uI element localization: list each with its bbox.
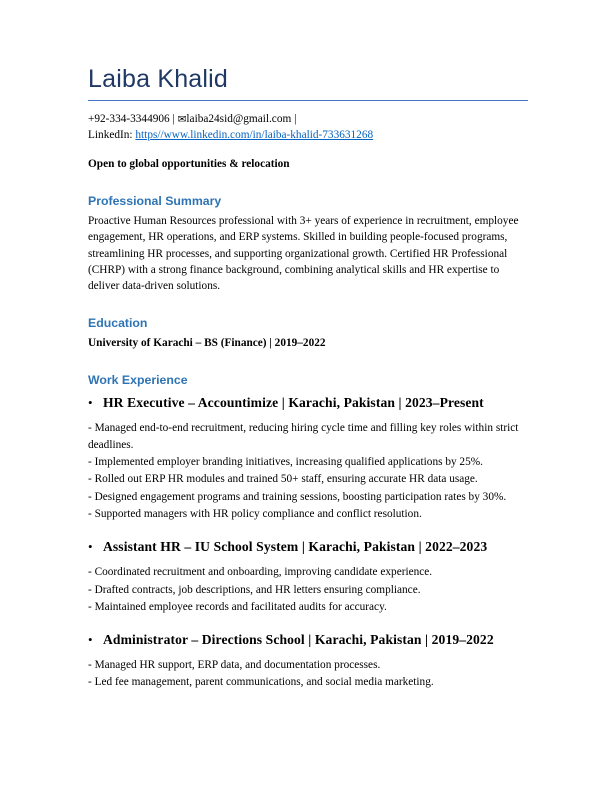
resume-header — [88, 64, 528, 172]
phone-number: +92-334-3344906 — [88, 113, 170, 125]
envelope-icon: ✉ — [177, 114, 187, 126]
responsibility-item: - Drafted contracts, job descriptions, and HR letters ensuring compliance. — [88, 583, 421, 596]
section-title-summary: Professional Summary — [88, 194, 222, 208]
header-divider — [88, 100, 528, 101]
job-title-row — [88, 629, 528, 651]
job-entry — [88, 536, 528, 615]
section-title-education: Education — [88, 316, 148, 331]
responsibility-item: - Implemented employer branding initiatives, increasing qualified applications by 25%. — [88, 456, 483, 469]
job-responsibilities — [88, 564, 528, 615]
job-title-row — [88, 536, 528, 558]
linkedin-label: LinkedIn: — [88, 129, 133, 141]
availability-tagline: Open to global opportunities & relocation — [88, 157, 290, 170]
job-title-row — [88, 392, 528, 414]
contact-separator-2: | — [294, 113, 297, 125]
job-title: Administrator – Directions School | Karachi, Pakistan | 2019–2022 — [103, 632, 494, 648]
responsibility-item: - Led fee management, parent communications, and social media marketing. — [88, 676, 434, 689]
bullet-icon: • — [88, 395, 93, 411]
job-responsibilities — [88, 657, 528, 691]
contact-separator-1: | — [172, 113, 175, 125]
job-responsibilities — [88, 420, 528, 522]
linkedin-link[interactable]: https//www.linkedin.com/in/laiba-khalid-733631268 — [135, 129, 374, 141]
bullet-icon: • — [88, 539, 93, 555]
section-education — [88, 315, 528, 351]
job-title: HR Executive – Accountimize | Karachi, Pakistan | 2023–Present — [103, 395, 484, 411]
education-entry: University of Karachi – BS (Finance) | 2019–2022 — [88, 337, 326, 350]
contact-line-primary — [88, 112, 528, 128]
responsibility-item: - Supported managers with HR policy compliance and conflict resolution. — [88, 507, 422, 520]
job-entry — [88, 392, 528, 522]
responsibility-item: - Coordinated recruitment and onboarding, improving candidate experience. — [88, 566, 433, 579]
responsibility-item: - Rolled out ERP HR modules and trained 50+ staff, ensuring accurate HR data usage. — [88, 473, 478, 486]
responsibility-item: - Maintained employee records and facilitated audits for accuracy. — [88, 600, 387, 613]
job-entry — [88, 629, 528, 691]
responsibility-item: - Designed engagement programs and training sessions, boosting participation rates by 30%. — [88, 490, 507, 503]
section-work-experience — [88, 372, 528, 690]
resume-content — [88, 64, 528, 692]
responsibility-item: - Managed HR support, ERP data, and documentation processes. — [88, 659, 381, 672]
bullet-icon: • — [88, 632, 93, 648]
job-title: Assistant HR – IU School System | Karachi, Pakistan | 2022–2023 — [103, 539, 488, 555]
candidate-name: Laiba Khalid — [88, 65, 229, 93]
contact-line-linkedin — [88, 128, 528, 144]
summary-paragraph: Proactive Human Resources professional with 3+ years of experience in recruitment, employee engagement, HR operations, and ERP systems. Skilled in building people-focused programs, streamlining HR processes, and supporting organizational growth. Certified HR Professional (CHRP) with a strong finance background, combining analytical skills and HR expertise to deliver data-driven solutions. — [88, 215, 519, 293]
email-address[interactable]: laiba24sid@gmail.com — [186, 113, 292, 125]
section-title-work-experience: Work Experience — [88, 373, 188, 388]
section-professional-summary — [88, 193, 528, 294]
responsibility-item: - Managed end-to-end recruitment, reducing hiring cycle time and filling key roles within strict deadlines. — [88, 422, 519, 451]
